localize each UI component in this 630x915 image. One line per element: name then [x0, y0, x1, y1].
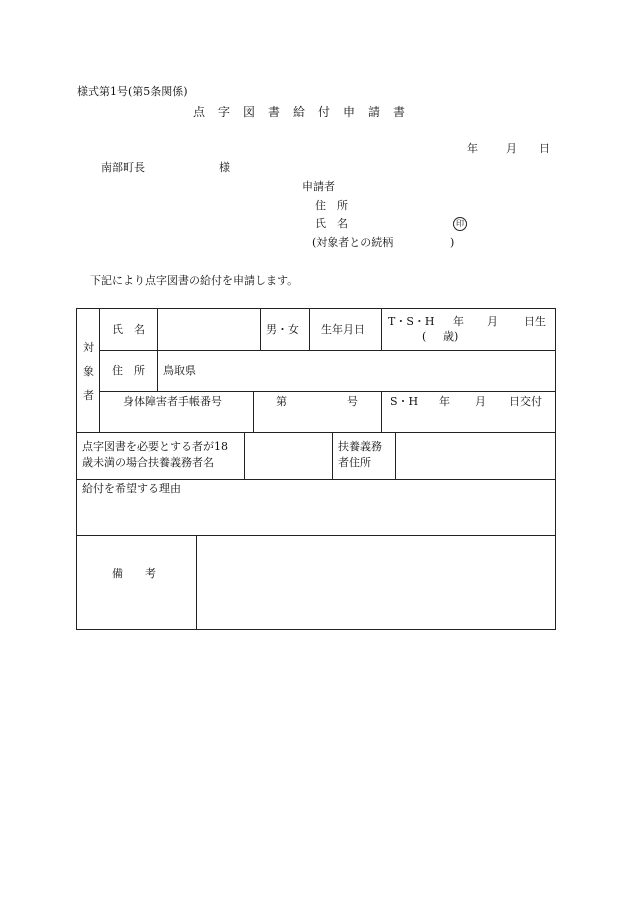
row-divider [99, 350, 556, 351]
subject-char-3: 者 [83, 389, 94, 402]
row-divider [77, 432, 556, 433]
remarks-label: 備 考 [112, 567, 156, 580]
birth-year: 年 [453, 315, 464, 328]
issue-day: 日交付 [509, 395, 542, 408]
form-title: 点字図書給付申請書 [193, 105, 419, 119]
subject-char-2: 象 [83, 365, 94, 378]
row-divider [77, 479, 556, 480]
subject-char-1: 対 [83, 341, 94, 354]
intro-text: 下記により点字図書の給付を申請します。 [90, 274, 299, 287]
col-divider [244, 432, 245, 479]
col-divider [157, 309, 158, 350]
address-label: 住 所 [112, 364, 145, 377]
form-number: 様式第1号(第5条関係) [77, 85, 188, 98]
date-day: 日 [539, 142, 550, 155]
birth-month: 月 [487, 315, 498, 328]
col-divider [99, 309, 100, 432]
col-divider [332, 432, 333, 479]
issue-year: 年 [439, 395, 450, 408]
relation-close: ) [450, 236, 455, 249]
cert-suffix: 号 [347, 395, 358, 408]
col-divider [381, 309, 382, 350]
birth-day: 日生 [524, 315, 546, 328]
date-month: 月 [506, 142, 517, 155]
sex-label: 男・女 [266, 323, 299, 336]
applicant-address-label: 住 所 [315, 199, 348, 212]
honorific: 様 [219, 161, 230, 174]
col-divider [260, 309, 261, 350]
row-divider [77, 535, 556, 536]
guardian-addr-label-2: 者住所 [338, 456, 371, 469]
guardian-addr-label-1: 扶養義務 [338, 440, 382, 453]
name-label: 氏 名 [112, 323, 145, 336]
col-divider [253, 391, 254, 432]
applicant-name-label: 氏 名 [315, 217, 348, 230]
era-birth: T・S・H [388, 315, 435, 328]
seal-mark [453, 217, 467, 231]
guardian-name-label-1: 点字図書を必要とする者が18 [82, 440, 228, 453]
age-unit: 歳) [443, 330, 459, 343]
birth-label: 生年月日 [321, 323, 365, 336]
col-divider [381, 391, 382, 432]
col-divider [157, 350, 158, 391]
reason-label: 給付を希望する理由 [82, 482, 181, 495]
age-open: ( [422, 330, 427, 343]
col-divider [309, 309, 310, 350]
col-divider [196, 535, 197, 630]
seal-text: 印 [453, 217, 467, 231]
date-year: 年 [467, 142, 478, 155]
col-divider [395, 432, 396, 479]
cert-prefix: 第 [276, 395, 287, 408]
cert-label: 身体障害者手帳番号 [123, 395, 222, 408]
row-divider [99, 391, 556, 392]
address-value: 鳥取県 [163, 364, 196, 377]
issue-month: 月 [475, 395, 486, 408]
addressee: 南部町長 [101, 161, 145, 174]
relation-open: (対象者との続柄 [312, 236, 394, 249]
era-issue: S・H [390, 395, 419, 408]
application-table [76, 308, 556, 630]
guardian-name-label-2: 歳未満の場合扶養義務者名 [82, 456, 214, 469]
applicant-label: 申請者 [302, 180, 335, 193]
